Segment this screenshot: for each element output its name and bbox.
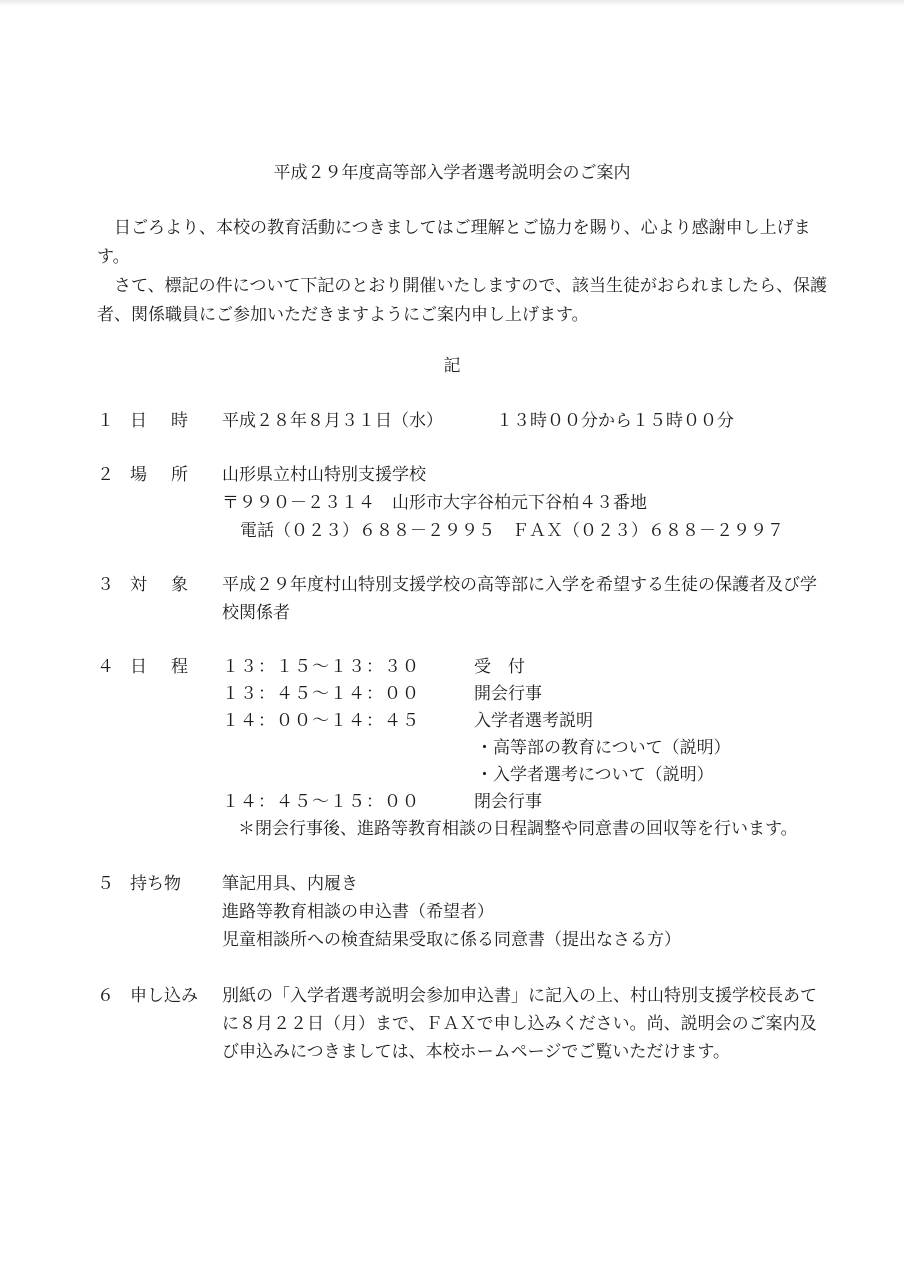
item-label: 申し込み — [130, 986, 198, 1006]
scan-edge-shadow — [0, 0, 904, 6]
intro-paragraph-1: 日ごろより、本校の教育活動につきましてはご理解とご協力を賜り、心より感謝申し上げます。 — [97, 218, 811, 267]
item-number: ５ — [97, 874, 114, 894]
schedule-event: ・入学者選考について（説明） — [476, 765, 714, 785]
intro-paragraph-2: さて、標記の件について下記のとおり開催いたしますので、該当生徒がおられましたら、保護者、関係職員にご参加いただきますようにご案内申し上げます。 — [97, 276, 827, 325]
item-number: ２ — [97, 465, 114, 485]
audience-text: 平成２９年度村山特別支援学校の高等部に入学を希望する生徒の保護者及び学校関係者 — [222, 575, 817, 623]
schedule-event: 受 付 — [474, 657, 525, 677]
schedule-time: １３：１５～１３：３０ — [222, 657, 420, 677]
belongings-line: 筆記用具、内履き — [222, 874, 358, 894]
event-date: 平成２８年８月３１日（水） — [222, 411, 443, 431]
document-title: 平成２９年度高等部入学者選考説明会のご案内 — [273, 163, 631, 183]
item-number: ６ — [97, 986, 114, 1006]
schedule-event: 閉会行事 — [474, 792, 542, 812]
ki-heading: 記 — [443, 356, 461, 376]
item-number: ３ — [97, 575, 114, 595]
application-text: 別紙の「入学者選考説明会参加申込書」に記入の上、村山特別支援学校長あてに８月２２日（月）まで、ＦＡＸで申し込みください。尚、説明会のご案内及び申込みにつきましては、本校ホームページでご覧いただけます。 — [222, 986, 817, 1062]
belongings-line: 児童相談所への検査結果受取に係る同意書（提出なさる方） — [222, 930, 681, 950]
schedule-event: 入学者選考説明 — [474, 711, 593, 731]
item-label: 場 所 — [130, 465, 188, 485]
belongings-line: 進路等教育相談の申込書（希望者） — [222, 902, 494, 922]
item-number: ４ — [97, 657, 114, 677]
schedule-event: 開会行事 — [474, 684, 542, 704]
schedule-note: ＊閉会行事後、進路等教育相談の日程調整や同意書の回収等を行います。 — [238, 819, 798, 839]
schedule-event: ・高等部の教育について（説明） — [476, 738, 731, 758]
schedule-time: １４：４５～１５：００ — [222, 792, 420, 812]
item-label: 日 程 — [130, 657, 188, 677]
schedule-time: １３：４５～１４：００ — [222, 684, 420, 704]
venue-phone-fax: 電話（０２３）６８８－２９９５ ＦＡＸ（０２３）６８８－２９９７ — [240, 521, 784, 541]
event-time: １３時００分から１５時００分 — [496, 411, 734, 431]
venue-address: 〒９９０－２３１４ 山形市大字谷柏元下谷柏４３番地 — [222, 493, 647, 513]
venue-school-name: 山形県立村山特別支援学校 — [222, 465, 426, 485]
schedule-time: １４：００～１４：４５ — [222, 711, 420, 731]
item-label: 日 時 — [130, 411, 188, 431]
item-label: 対 象 — [130, 575, 188, 595]
item-label: 持ち物 — [130, 874, 181, 894]
item-number: １ — [97, 411, 114, 431]
